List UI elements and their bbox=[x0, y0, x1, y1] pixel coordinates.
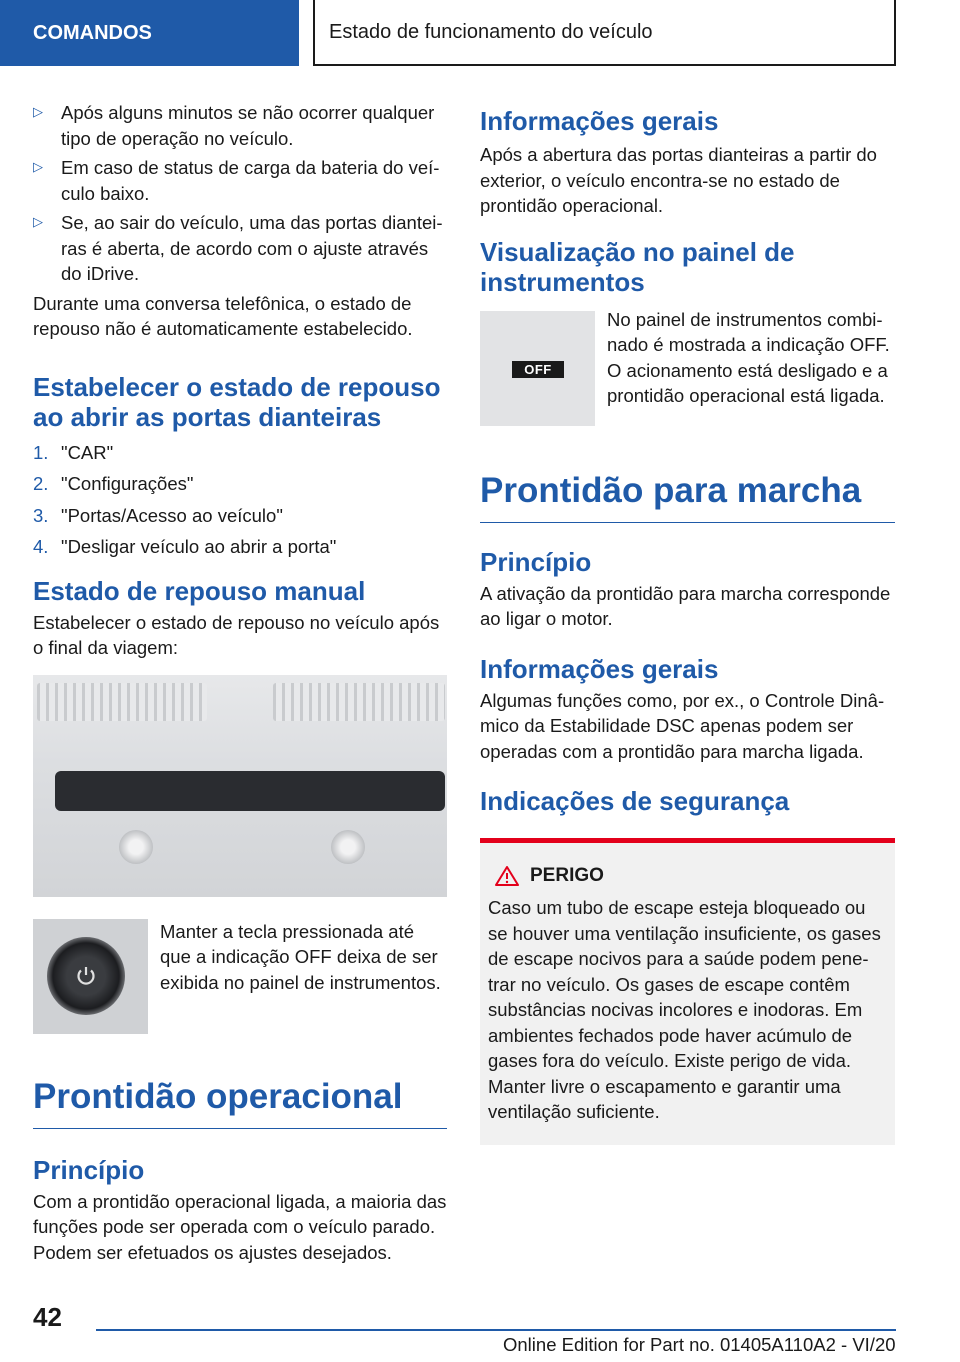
footer-divider bbox=[96, 1329, 896, 1331]
warning-triangle-icon bbox=[494, 865, 520, 887]
right-column bbox=[480, 100, 895, 1145]
step-item: 4. "Desligar veículo ao abrir a porta" bbox=[33, 536, 337, 557]
off-figure bbox=[480, 308, 895, 426]
power-knob-photo bbox=[33, 919, 148, 1034]
list-item: ▷ Em caso de status de carga da bateria do veículo baixo. bbox=[33, 155, 447, 206]
triangle-bullet-icon: ▷ bbox=[33, 104, 43, 119]
button-figure bbox=[33, 919, 447, 1034]
paragraph-info: Após a abertura das portas dianteiras a partir do exterior, o veículo encontra-se no estado de prontidão operacional. bbox=[480, 144, 877, 216]
danger-box bbox=[480, 838, 895, 1145]
danger-text: Caso um tubo de escape esteja bloqueado ou se houver uma ventilação insuficiente, os gases de escape nocivos para a saúde podem penetrar no veículo. Os gases de escape contêm substâncias nocivas incolores e inodoras. Em ambientes fechados pode haver acúmulo de gases fora do veículo. Existe perigo de vida. Manter livre o escapamento e garantir uma ventilação suficiente. bbox=[488, 897, 881, 1122]
heading-principio: Princípio bbox=[33, 1154, 145, 1185]
step-item: 2. "Configurações" bbox=[33, 473, 194, 494]
danger-title: PERIGO bbox=[530, 865, 604, 886]
heading-info: Informações gerais bbox=[480, 106, 719, 136]
heading-doors: Estabelecer o estado de repouso ao abrir as portas dianteiras bbox=[33, 371, 441, 432]
footer-edition: Online Edition for Part no. 01405A110A2 - VI/20 bbox=[503, 1334, 896, 1355]
paragraph-call: Durante uma conversa telefônica, o estado de repouso não é automaticamente estabelecido. bbox=[33, 292, 413, 339]
list-item: ▷ Após alguns minutos se não ocorrer qualquer tipo de operação no veículo. bbox=[33, 100, 447, 151]
header-section: COMANDOS bbox=[0, 0, 299, 66]
list-item: ▷ Se, ao sair do veículo, uma das portas dianteiras é aberta, de acordo com o ajuste através do iDrive. bbox=[33, 210, 447, 287]
caption-button: Manter a tecla pressionada até que a indicação OFF deixa de ser exibida no painel de instrumentos. bbox=[160, 920, 441, 993]
paragraph-info-2: Algumas funções como, por ex., o Controle Dinâmico da Estabilidade DSC apenas podem ser operadas com a prontidão para marcha ligada. bbox=[480, 689, 885, 762]
header-chapter: Estado de funcionamento do veículo bbox=[313, 0, 896, 66]
paragraph-manual: Estabelecer o estado de repouso no veículo após o final da viagem: bbox=[33, 611, 440, 658]
triangle-bullet-icon: ▷ bbox=[33, 214, 43, 229]
triangle-bullet-icon: ▷ bbox=[33, 159, 43, 174]
heading-visual: Visualização no painel de instrumentos bbox=[480, 236, 795, 297]
step-item: 1. "CAR" bbox=[33, 441, 114, 463]
center-console-photo bbox=[33, 675, 447, 897]
paragraph-principio-2: A ativação da prontidão para marcha corresponde ao ligar o motor. bbox=[480, 582, 891, 629]
page-number: 42 bbox=[33, 1302, 62, 1332]
heading-marcha: Prontidão para marcha bbox=[480, 470, 895, 523]
step-item: 3. "Portas/Acesso ao veículo" bbox=[33, 504, 283, 526]
heading-info-2: Informações gerais bbox=[480, 653, 719, 684]
power-icon bbox=[74, 964, 98, 988]
heading-manual: Estado de repouso manual bbox=[33, 575, 366, 606]
instrument-cluster-photo bbox=[480, 311, 595, 426]
off-indicator: OFF bbox=[512, 361, 564, 378]
left-column bbox=[33, 100, 447, 1265]
paragraph-principio: Com a prontidão operacional ligada, a maioria das funções pode ser operada com o veículo parado. Podem ser efetuados os ajustes desejados. bbox=[33, 1190, 447, 1263]
heading-seguranca: Indicações de segurança bbox=[480, 786, 790, 816]
heading-principio-2: Princípio bbox=[480, 546, 592, 577]
heading-operacional: Prontidão operacional bbox=[33, 1076, 447, 1129]
caption-off: No painel de instrumentos combinado é mostrada a indicação OFF. O acionamento está desligado e a prontidão operacional está ligada. bbox=[607, 308, 890, 406]
